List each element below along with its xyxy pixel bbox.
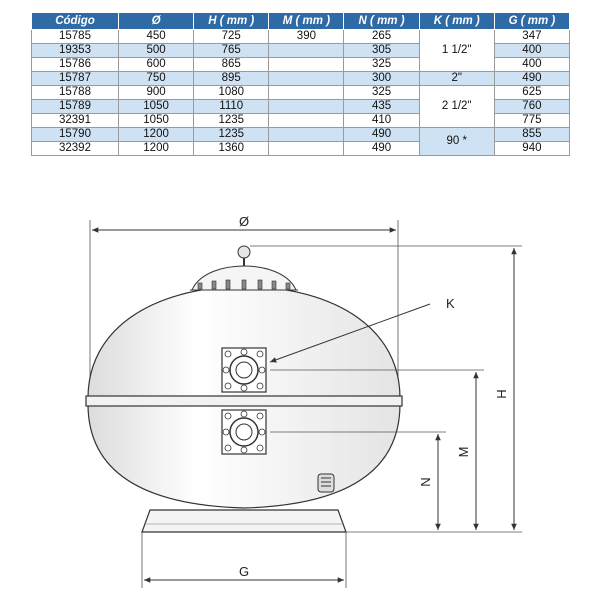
col-header-g: G ( mm ): [494, 13, 569, 30]
cell-diameter: 600: [119, 58, 194, 72]
cell-m: [269, 114, 344, 128]
cell-g: 940: [494, 142, 569, 156]
diameter-label: Ø: [238, 214, 250, 229]
col-header-h: H ( mm ): [194, 13, 269, 30]
m-label: M: [456, 446, 471, 458]
cell-m: [269, 100, 344, 114]
cell-k-group: 90 *: [419, 128, 494, 156]
cell-g: 347: [494, 30, 569, 44]
cell-code: 19353: [32, 44, 119, 58]
cell-m: [269, 86, 344, 100]
cell-h: 895: [194, 72, 269, 86]
g-dimension: [142, 532, 346, 588]
cell-diameter: 500: [119, 44, 194, 58]
cell-n: 325: [344, 86, 419, 100]
cell-h: 765: [194, 44, 269, 58]
upper-flange: [222, 348, 266, 392]
col-header-k: K ( mm ): [419, 13, 494, 30]
cell-n: 435: [344, 100, 419, 114]
cell-diameter: 750: [119, 72, 194, 86]
col-header-n: N ( mm ): [344, 13, 419, 30]
cell-n: 410: [344, 114, 419, 128]
cell-g: 625: [494, 86, 569, 100]
cell-diameter: 1050: [119, 114, 194, 128]
cell-n: 325: [344, 58, 419, 72]
cell-h: 1360: [194, 142, 269, 156]
cell-g: 855: [494, 128, 569, 142]
cell-code: 32391: [32, 114, 119, 128]
cell-h: 725: [194, 30, 269, 44]
cell-code: 15789: [32, 100, 119, 114]
cell-h: 1235: [194, 114, 269, 128]
cell-g: 775: [494, 114, 569, 128]
cell-k-group: 2": [419, 72, 494, 86]
cell-diameter: 450: [119, 30, 194, 44]
dimensions-table: [31, 12, 570, 156]
lower-flange: [222, 410, 266, 454]
cell-m: 390: [269, 30, 344, 44]
cell-g: 400: [494, 44, 569, 58]
col-header-m: M ( mm ): [269, 13, 344, 30]
cell-h: 1235: [194, 128, 269, 142]
table-row: [32, 30, 570, 44]
filter-technical-drawing: [0, 180, 600, 600]
cell-code: 15790: [32, 128, 119, 142]
cell-n: 305: [344, 44, 419, 58]
n-label: N: [418, 477, 433, 487]
table-row: [32, 72, 570, 86]
cell-code: 15786: [32, 58, 119, 72]
h-label: H: [494, 389, 509, 399]
cell-h: 865: [194, 58, 269, 72]
g-label: G: [238, 564, 250, 579]
table-row: [32, 86, 570, 100]
cell-m: [269, 142, 344, 156]
cell-h: 1110: [194, 100, 269, 114]
cell-n: 265: [344, 30, 419, 44]
cell-k-group: 2 1/2": [419, 86, 494, 128]
col-header-diameter: Ø: [119, 13, 194, 30]
cell-m: [269, 44, 344, 58]
cell-g: 490: [494, 72, 569, 86]
cell-code: 32392: [32, 142, 119, 156]
table-row: [32, 128, 570, 142]
cell-g: 760: [494, 100, 569, 114]
k-label: K: [446, 296, 455, 311]
cell-k-group: 1 1/2": [419, 30, 494, 72]
cell-diameter: 1200: [119, 128, 194, 142]
cell-m: [269, 72, 344, 86]
cell-g: 400: [494, 58, 569, 72]
cell-diameter: 1050: [119, 100, 194, 114]
cell-code: 15788: [32, 86, 119, 100]
cell-m: [269, 58, 344, 72]
drain-icon: [318, 474, 334, 492]
cell-m: [269, 128, 344, 142]
cell-diameter: 1200: [119, 142, 194, 156]
table-header-row: [32, 13, 570, 30]
col-header-code: Código: [32, 13, 119, 30]
cell-code: 15785: [32, 30, 119, 44]
cell-n: 490: [344, 128, 419, 142]
cell-n: 490: [344, 142, 419, 156]
cell-n: 300: [344, 72, 419, 86]
cell-h: 1080: [194, 86, 269, 100]
cell-diameter: 900: [119, 86, 194, 100]
cell-code: 15787: [32, 72, 119, 86]
